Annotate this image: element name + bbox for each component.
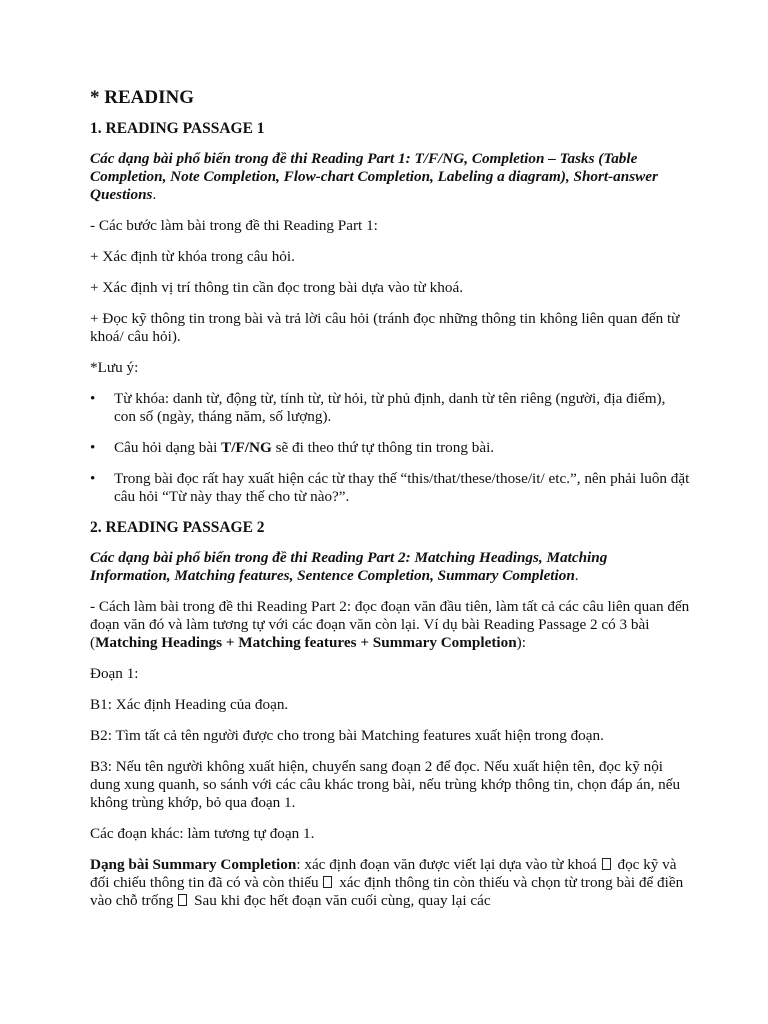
summary-text-b: đọc kỹ và đối chiếu thông tin đã có và còn thiếu <box>90 856 677 891</box>
missing-glyph-icon <box>323 876 332 888</box>
list-item <box>90 470 690 506</box>
passage-1-intro <box>90 150 690 204</box>
passage-1-step-3: + Đọc kỹ thông tin trong bài và trả lời câu hỏi (tránh đọc những thông tin không liên quan đến từ khoá/ câu hỏi). <box>90 310 680 345</box>
list-item-bold: T/F/NG <box>221 439 272 456</box>
passage-1-intro-text: Các dạng bài phổ biến trong đề thi Reading Part 1: T/F/NG, Completion – Tasks (Table Completion, Note Completion, Flow-chart Completion, Labeling a diagram), Short-answer Questions <box>90 150 658 203</box>
summary-text-c: xác định thông tin còn thiếu và chọn từ trong bài để điền vào chỗ trống <box>90 874 684 909</box>
other-paragraphs: Các đoạn khác: làm tương tự đoạn 1. <box>90 825 315 842</box>
list-item-text: Câu hỏi dạng bài <box>114 439 222 456</box>
document-page <box>90 86 690 923</box>
passage-1-title: 1. READING PASSAGE 1 <box>90 120 265 137</box>
list-item-text: Trong bài đọc rất hay xuất hiện các từ thay thế “this/that/these/those/it/ etc.”, nên phải luôn đặt câu hỏi “Từ này thay thế cho từ nào?”. <box>114 470 690 505</box>
passage-1-step-1: + Xác định từ khóa trong câu hỏi. <box>90 248 295 265</box>
bullet-icon: • <box>90 390 96 407</box>
summary-text-d: Sau khi đọc hết đoạn văn cuối cùng, quay lại các <box>190 892 491 909</box>
paragraph-1-step-3: B3: Nếu tên người không xuất hiện, chuyển sang đoạn 2 để đọc. Nếu xuất hiện tên, đọc kỹ nội dung xung quanh, so sánh với các câu khác trong bài, nếu trùng khớp thông tin, chọn đáp án, nếu không trùng khớp, bỏ qua đoạn 1. <box>90 758 681 811</box>
missing-glyph-icon <box>178 894 187 906</box>
passage-2-method-bold: Matching Headings + Matching features + Summary Completion <box>95 634 517 651</box>
list-item-text: sẽ đi theo thứ tự thông tin trong bài. <box>271 439 495 456</box>
passage-1-note-list <box>90 390 690 506</box>
reading-heading: * READING <box>90 87 194 108</box>
passage-1-intro-end: . <box>152 186 157 203</box>
list-item <box>90 439 690 457</box>
passage-2-title: 2. READING PASSAGE 2 <box>90 519 265 536</box>
passage-1-steps-heading: - Các bước làm bài trong đề thi Reading Part 1: <box>90 217 378 234</box>
list-item <box>90 390 690 426</box>
passage-2-method-text: - Cách làm bài trong đề thi Reading Part 2: đọc đoạn văn đầu tiên, làm tất cả các câu liên quan đến đoạn văn đó và làm tương tự với các đoạn văn còn lại. Ví dụ bài Reading Passage 2 có 3 bài ( <box>90 598 690 651</box>
paragraph-1-step-1: B1: Xác định Heading của đoạn. <box>90 696 289 713</box>
bullet-icon: • <box>90 470 96 487</box>
passage-2-method-end: ): <box>516 634 526 651</box>
bullet-icon: • <box>90 439 96 456</box>
passage-2-intro-text: Các dạng bài phổ biến trong đề thi Reading Part 2: Matching Headings, Matching Information, Matching features, Sentence Completion, Summary Completion <box>90 549 608 584</box>
summary-text-a: : xác định đoạn văn được viết lại dựa vào từ khoá <box>296 856 601 873</box>
list-item-text: Từ khóa: danh từ, động từ, tính từ, từ hỏi, từ phủ định, danh từ tên riêng (người, địa điểm), con số (ngày, tháng năm, số lượng). <box>114 390 666 425</box>
summary-completion-bold: Dạng bài Summary Completion <box>90 856 297 873</box>
passage-1-note: *Lưu ý: <box>90 359 139 376</box>
passage-1-step-2: + Xác định vị trí thông tin cần đọc trong bài dựa vào từ khoá. <box>90 279 463 296</box>
summary-completion <box>90 856 690 910</box>
passage-2-method <box>90 598 690 652</box>
missing-glyph-icon <box>602 858 611 870</box>
passage-2-intro <box>90 549 690 585</box>
paragraph-1-label: Đoạn 1: <box>90 665 139 682</box>
paragraph-1-step-2: B2: Tìm tất cả tên người được cho trong bài Matching features xuất hiện trong đoạn. <box>90 727 604 744</box>
passage-2-intro-end: . <box>574 567 579 584</box>
